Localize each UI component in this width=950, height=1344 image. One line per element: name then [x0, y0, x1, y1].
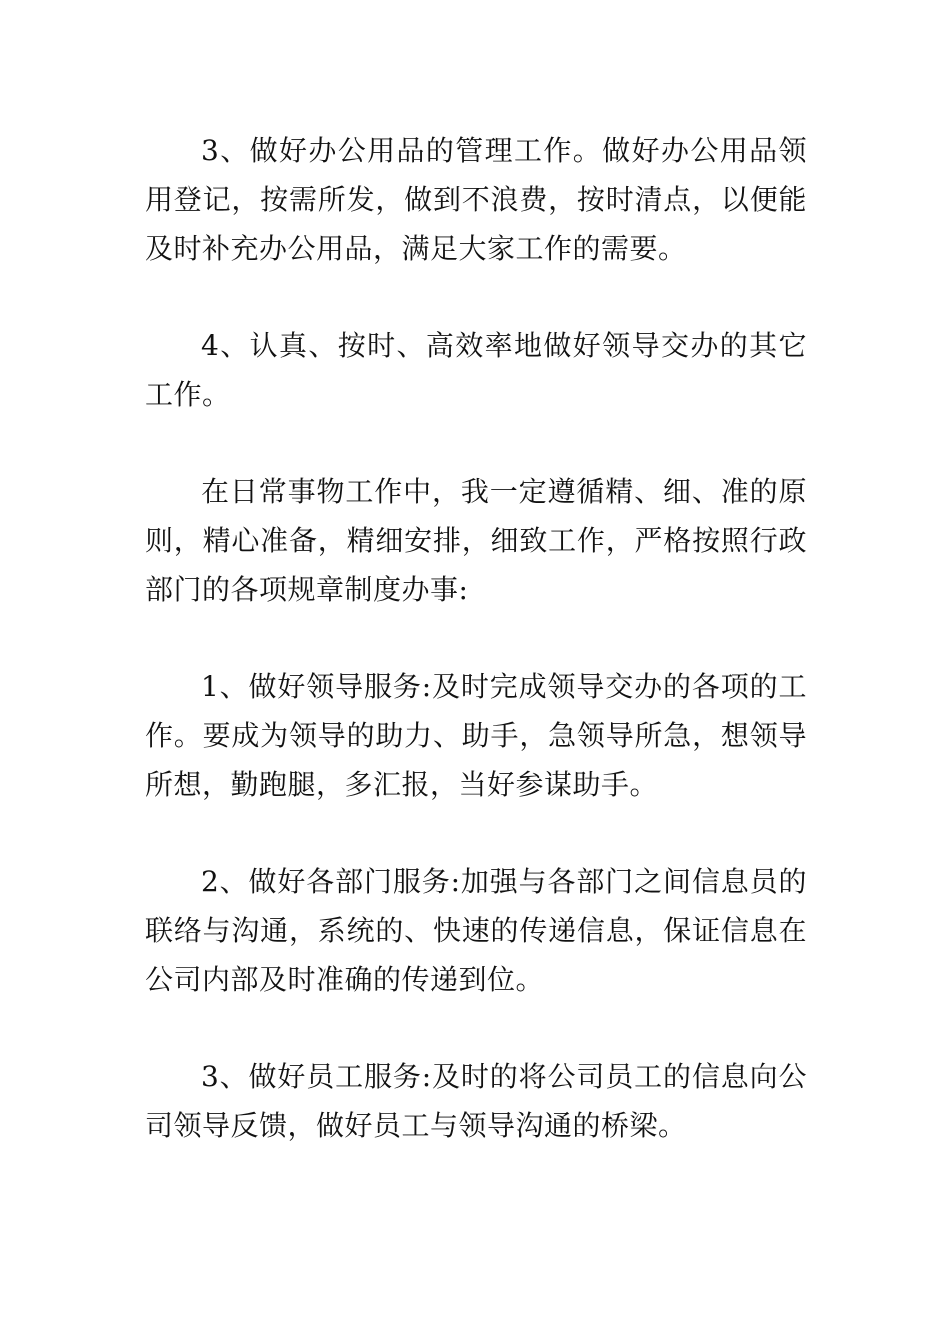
- paragraph-department-service: 2、做好各部门服务:加强与各部门之间信息员的联络与沟通，系统的、快速的传递信息，保证信息在公司内部及时准确的传递到位。: [145, 865, 807, 996]
- paragraph-employee-service: 3、做好员工服务:及时的将公司员工的信息向公司领导反馈，做好员工与领导沟通的桥梁。: [145, 1060, 807, 1142]
- paragraph-daily-principles: 在日常事物工作中，我一定遵循精、细、准的原则，精心准备，精细安排，细致工作，严格按照行政部门的各项规章制度办事:: [145, 475, 807, 606]
- document-body: [145, 126, 807, 1198]
- paragraph-leader-service: 1、做好领导服务:及时完成领导交办的各项的工作。要成为领导的助力、助手，急领导所急，想领导所想，勤跑腿，多汇报，当好参谋助手。: [145, 670, 807, 801]
- paragraph-assigned-tasks: 4、认真、按时、高效率地做好领导交办的其它工作。: [145, 329, 807, 411]
- paragraph-office-supplies: 3、做好办公用品的管理工作。做好办公用品领用登记，按需所发，做到不浪费，按时清点，以便能及时补充办公用品，满足大家工作的需要。: [145, 134, 807, 265]
